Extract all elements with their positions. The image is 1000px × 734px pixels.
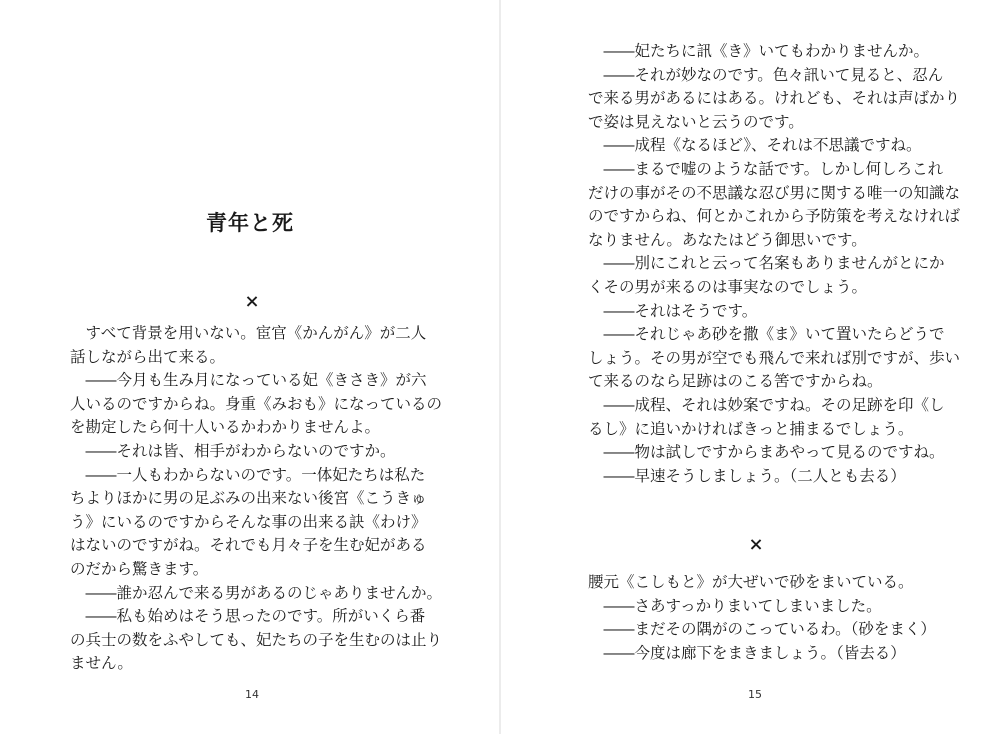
- section-mark: ×: [748, 534, 764, 555]
- text-line: を勘定したら何十人いるかわかりませんよ。: [70, 418, 381, 437]
- text-line: ――今月も生み月になっている妃《きさき》が六: [70, 371, 427, 390]
- right-page-body-2: [588, 571, 936, 665]
- text-line: の兵士の数をふやしても、妃たちの子を生むのは止り: [70, 630, 443, 649]
- text-line: るし》に追いかければきっと捕まるでしょう。: [588, 419, 914, 438]
- text-line: ――早速そうしましょう。（二人とも去る）: [588, 466, 906, 485]
- text-line: う》にいるのですからそんな事の出来る訣《わけ》: [70, 512, 427, 531]
- text-line: ――それじゃあ砂を撒《ま》いて置いたらどうで: [588, 325, 945, 344]
- text-line: ――成程《なるほど》、それは不思議ですね。: [588, 136, 922, 155]
- text-line: くその男が来るのは事実なのでしょう。: [588, 277, 868, 296]
- text-line: のだから驚きます。: [70, 559, 209, 578]
- text-line: ません。: [70, 654, 133, 673]
- text-line: ――さあすっかりまいてしまいました。: [588, 596, 882, 615]
- text-line: のですからね、何とかこれから予防策を考えなければ: [588, 207, 961, 226]
- text-line: 人いるのですからね。身重《みおも》になっているの: [70, 394, 443, 413]
- text-line: ――私も始めはそう思ったのです。所がいくら番: [70, 607, 426, 626]
- text-line: なりません。あなたはどう御思いです。: [588, 230, 867, 249]
- text-line: ――まるで嘘のような話です。しかし何しろこれ: [588, 159, 944, 178]
- text-line: ――それが妙なのです。色々訊いて見ると、忍ん: [588, 65, 944, 84]
- text-line: で姿は見えないと云うのです。: [588, 112, 804, 131]
- text-line: ――妃たちに訊《き》いてもわかりませんか。: [588, 42, 930, 60]
- text-line: ――一人もわからないのです。一体妃たちは私た: [70, 465, 426, 484]
- text-line: ちよりほかに男の足ぶみの出来ない後宮《こうきゅ: [70, 489, 427, 508]
- text-line: ――まだその隅がのこっているわ。（砂をまく）: [588, 620, 936, 639]
- text-line: しょう。その男が空でも飛んで来れば別ですが、歩い: [588, 348, 961, 367]
- text-line: だけの事がその不思議な忍び男に関する唯一の知識な: [588, 183, 961, 202]
- text-line: ――それはそうです。: [588, 301, 758, 320]
- text-line: ――今度は廊下をまきましょう。（皆去る）: [588, 643, 906, 662]
- text-line: 話しながら出て来る。: [70, 347, 226, 366]
- text-line: はないのですがね。それでも月々子を生む妃がある: [70, 536, 427, 555]
- left-page-body: [70, 322, 442, 676]
- page-number: 15: [748, 688, 762, 701]
- right-page-body: [588, 40, 960, 488]
- text-line: 腰元《こしもと》が大ぜいで砂をまいている。: [588, 573, 914, 591]
- right-page: [500, 0, 1000, 734]
- text-line: て来るのなら足跡はのこる筈ですからね。: [588, 372, 883, 391]
- text-line: ――成程、それは妙案ですね。その足跡を印《し: [588, 395, 945, 414]
- chapter-title: 青年と死: [206, 210, 294, 235]
- text-line: ――それは皆、相手がわからないのですか。: [70, 441, 396, 460]
- page-number: 14: [245, 688, 259, 701]
- text-line: ――誰か忍んで来る男があるのじゃありませんか。: [70, 583, 443, 602]
- text-line: ――物は試しですからまあやって見るのですね。: [588, 443, 945, 462]
- section-mark: ×: [244, 291, 260, 312]
- text-line: ――別にこれと云って名案もありませんがとにか: [588, 254, 945, 273]
- text-line: で来る男があるにはある。けれども、それは声ばかり: [588, 89, 961, 108]
- text-line: すべて背景を用いない。宦官《かんがん》が二人: [70, 324, 427, 342]
